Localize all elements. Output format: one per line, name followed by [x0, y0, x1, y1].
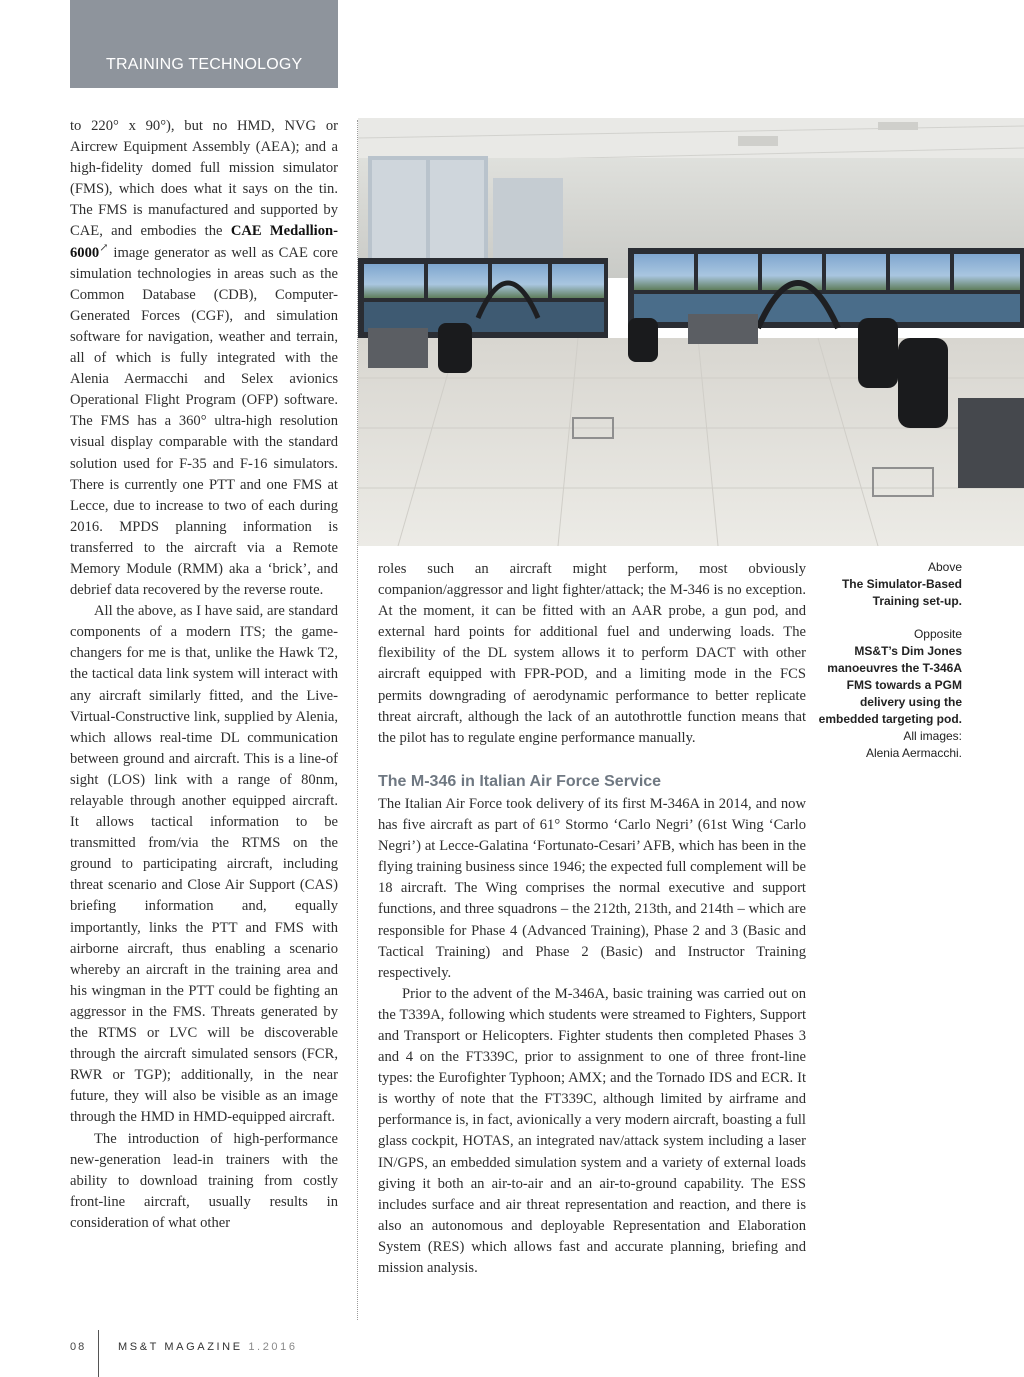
issue-number: 1.2016 [248, 1341, 298, 1353]
paragraph: The Italian Air Force took delivery of its first M-346A in 2014, and now has five aircraft as part of 61° Stormo ‘Carlo Negri’ (61st Wing ‘Carlo Negri’) at Lecce-Galatina ‘Fortunato-Cesari’ AFB, which has been in the flying training business since 1946; the expected full complement will be 18 aircraft. The Wing comprises the normal executive and support functions, and three squadrons – the 212th, 213th, and 214th – which are responsible for Phase 4 (Advanced Training), Phase 2 and 3 (Basic and Tactical Training) and Phase 2 (Basic) and Instructor Training respectively. [378, 795, 806, 981]
simulator-room-photo [358, 118, 1024, 546]
article-column-left [70, 116, 338, 1234]
caption-credit-label: All images: [903, 729, 962, 743]
caption-opposite-label: Opposite [913, 627, 962, 641]
paragraph: The introduction of high-performance new-generation lead-in trainers with the ability to download training from costly front-line aircraft, usually results in consideration of what other [70, 1130, 338, 1231]
magazine-name: MS&T MAGAZINE [118, 1341, 243, 1353]
paragraph-text: to 220° x 90°), but no HMD, NVG or Aircrew Equipment Assembly (AEA); and a high-fidelity domed full mission simulator (FMS), which does what it says on the tin. The FMS is manufactured and supported by CAE, and embodies the [70, 118, 338, 240]
paragraph [70, 116, 338, 601]
paragraph: roles such an aircraft might perform, most obviously companion/aggressor and light fighter/attack; the M-346 is no exception. At the moment, it can be fitted with an AAR probe, a gun pod, and external hard points for additional fuel and underwing loads. The flexibility of the DL system allows it to perform DACT with other aircraft equipped with FPR-POD, and a limiting mode in the FCS permits downgrading of aerodynamic performance to better replicate threat aircraft, although the lack of an autothrottle function means that the pilot has to regulate engine performance manually. [378, 561, 806, 746]
magazine-footer [118, 1341, 298, 1353]
article-column-right [378, 559, 806, 1279]
paragraph-text: image generator as well as CAE core simulation technologies in areas such as the Common Database (CDB), Computer-Generated Forces (CGF), and simulation software for navigation, weather and terrain, all of which is fully integrated with the Alenia Aermacchi and Selex avionics Operational Flight Program (OFP) software. The FMS has a 360° ultra-high resolution visual display comparable with the standard solution used for F-35 and F-16 simulators. There is currently one PTT and one FMS at Lecce, due to increase to two of each during 2016. MPDS planning information is transferred to the aircraft via a Remote Memory Module (RMM) aka a ‘brick’, and debrief data recovered by the reverse route. [70, 244, 338, 599]
brand-link[interactable]: CAE Medallion-6000 [70, 223, 339, 261]
paragraph: Prior to the advent of the M-346A, basic training was carried out on the T339A, following which students were streamed to Fighters, Support and Transport or Helicopters. Fighter students then completed Phases 3 and 4 on the FT339C, prior to assignment to one of three front-line types: the Eurofighter Typhoon; AMX; and the Tornado IDS and ECR. It is worthy of note that the FT339C, although limited by airframe and performance is, in fact, avionically a very modern aircraft, boasting a full glass cockpit, HOTAS, an integrated nav/attack system including a laser IN/GPS, an embedded simulation system and a variety of external loads giving it both an air-to-air and an air-to-ground capability. The ESS includes surface and air threat representation and reaction, and there is also an autonomous and deployable Representation and Elaboration System (RES) which allows fast and accurate planning, briefing and mission analysis. [378, 985, 806, 1276]
footer-divider [98, 1330, 99, 1377]
caption-credit-text: Alenia Aermacchi. [865, 746, 962, 760]
section-header-tab [70, 0, 338, 88]
section-heading: The M-346 in Italian Air Force Service [378, 772, 662, 790]
photo-caption [812, 559, 962, 762]
external-link-icon[interactable]: ↗ [99, 241, 109, 254]
section-header-label: TRAINING TECHNOLOGY [106, 56, 303, 73]
paragraph: All the above, as I have said, are standard components of a modern ITS; the game-changers for me is that, unlike the Hawk T2, the tactical data link system will interact with any aircraft similarly fitted, and the Live-Virtual-Constructive link, supplied by Alenia, which allows real-time DL communication between ground and aircraft. This is a line-of sight (LOS) link with a range of 80nm, relayable through another equipped aircraft. It allows tactical information to be transmitted from/via the RTMS on the ground to participating aircraft, including threat scenario and Close Air Support (CAS) briefing information and, equally importantly, links the PTT and FMS with airborne aircraft, thus enabling a scenario whereby an aircraft in the training area and his wingman in the PTT could be fighting an aggressor in the FMS. Threats generated by the RTMS or LVC will be discoverable through the aircraft simulated sensors (FCR, RWR or TGP); additionally, in the near future, they will also be visible as an image through the HMD in HMD-equipped aircraft. [70, 603, 338, 1126]
caption-above-text: The Simulator-Based Training set-up. [841, 577, 962, 608]
page-number: 08 [70, 1341, 87, 1353]
caption-above-label: Above [927, 560, 962, 574]
caption-opposite-text: MS&T’s Dim Jones manoeuvres the T-346A FMS towards a PGM delivery using the embedded targeting pod. [818, 644, 962, 726]
